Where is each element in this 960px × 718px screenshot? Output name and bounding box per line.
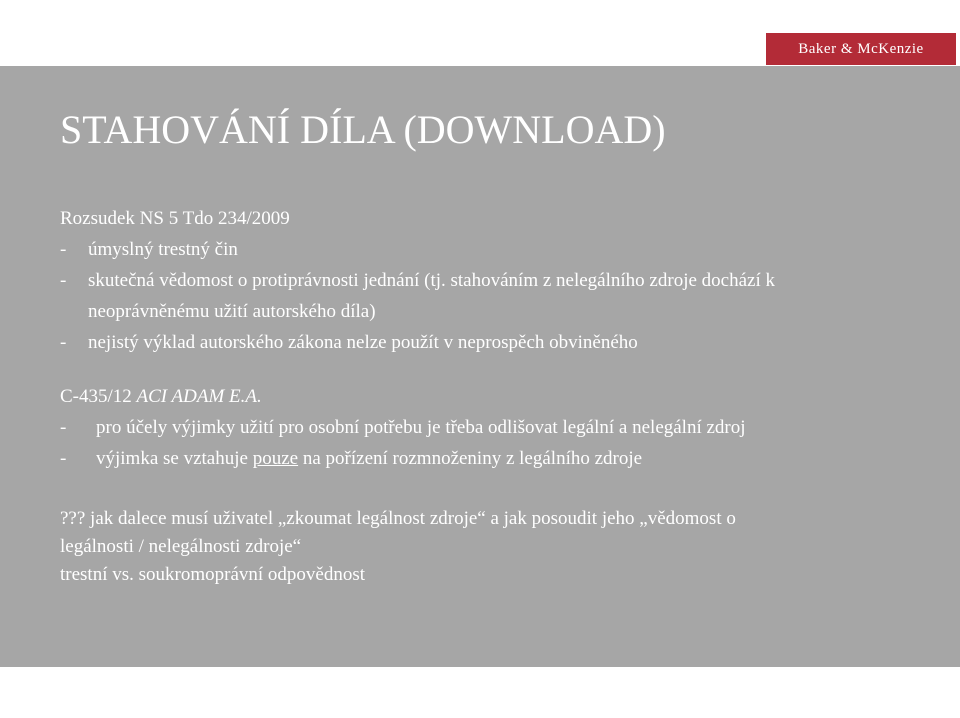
- underlined-word: pouze: [252, 448, 299, 469]
- question-line-1: ??? jak dalece musí uživatel „zkoumat legálnost zdroje“ a jak posoudit jeho „vědomost o: [60, 508, 736, 529]
- ruling-heading: Rozsudek NS 5 Tdo 234/2009: [60, 208, 290, 229]
- liability-line: trestní vs. soukromoprávní odpovědnost: [60, 564, 366, 585]
- list-item: [60, 234, 775, 265]
- case-name: ACI ADAM E.A.: [136, 386, 262, 407]
- question-line-2: legálnosti / nelegálnosti zdroje“: [60, 536, 302, 557]
- list-item: [60, 327, 775, 358]
- list-item-text-before: výjimka se vztahuje: [96, 448, 253, 469]
- list-item-text: pro účely výjimky užití pro osobní potřebu je třeba odlišovat legální a nelegální zdroj: [96, 417, 746, 438]
- top-bar: [0, 0, 960, 66]
- footer-copyright: ©2016 Baker & McKenzie: [719, 675, 892, 692]
- bullet-dash: -: [60, 239, 67, 260]
- list-item-continuation: neoprávněnému užití autorského díla): [88, 301, 376, 322]
- list-item: [60, 412, 746, 443]
- list-item: [60, 265, 775, 296]
- slide-title: STAHOVÁNÍ DÍLA (DOWNLOAD): [60, 107, 666, 152]
- bullet-dash: -: [60, 270, 67, 291]
- baker-mckenzie-logo: [766, 33, 956, 65]
- section-ruling: [60, 203, 775, 358]
- list-item: [60, 443, 746, 474]
- section-questions: [60, 505, 736, 589]
- page-number: 17: [911, 675, 928, 692]
- bullet-dash: -: [60, 448, 67, 469]
- footer: [719, 675, 928, 692]
- case-heading: [60, 381, 746, 412]
- list-item-text: nejistý výklad autorského zákona nelze použít v neprospěch obviněného: [88, 332, 638, 353]
- bullet-dash: -: [60, 417, 67, 438]
- logo-text: Baker & McKenzie: [798, 40, 924, 57]
- bullet-dash: -: [60, 332, 67, 353]
- section-cjeu-case: [60, 381, 746, 474]
- list-item-text: skutečná vědomost o protiprávnosti jednání (tj. stahováním z nelegálního zdroje dochází k: [88, 270, 775, 291]
- list-item-text: úmyslný trestný čin: [88, 239, 238, 260]
- case-number: C-435/12: [60, 386, 132, 407]
- list-item-text-after: na pořízení rozmnoženiny z legálního zdroje: [298, 448, 643, 469]
